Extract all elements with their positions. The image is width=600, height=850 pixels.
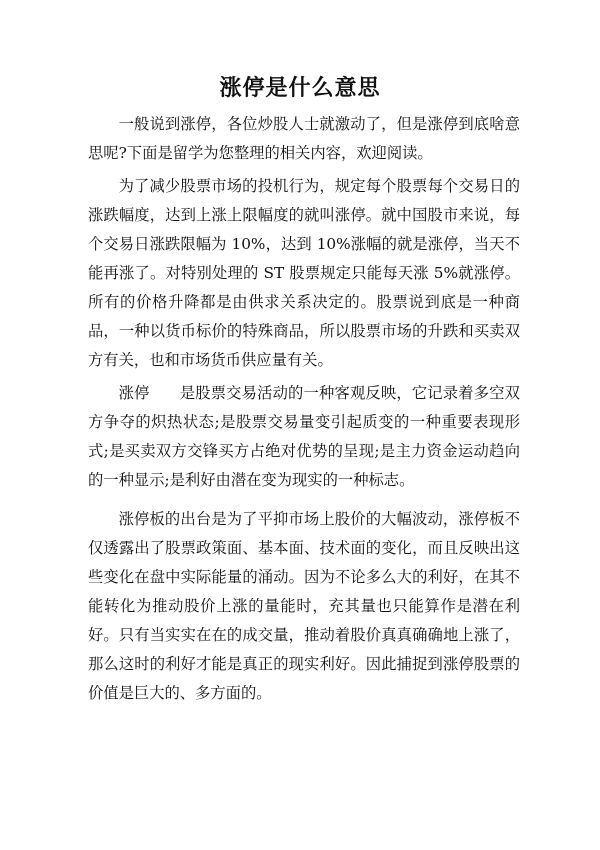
paragraph-intro: 一般说到涨停，各位炒股人士就激动了，但是涨停到底啥意思呢?下面是留学为您整理的相关内容，欢迎阅读。: [88, 115, 520, 162]
paragraph-significance-lead: 涨停: [118, 384, 150, 402]
paragraph-definition: 为了减少股票市场的投机行为，规定每个股票每个交易日的涨跌幅度，达到上涨上限幅度的就叫涨停。就中国股市来说，每个交易日涨跌限幅为 10%，达到 10%涨幅的就是涨停，当天不能再涨了。对特别处理的 ST 股票规定只能每天涨 5%就涨停。 所有的价格升降都是由供求关系决定的。股票说到底是一种商品，一种以货币标价的特殊商品，所以股票市场的升跌和买卖双方有关，也和市场货币供应量有关。: [88, 177, 520, 369]
document-body: [88, 110, 520, 712]
paragraph-significance: [88, 379, 520, 495]
page-title: 涨停是什么意思: [219, 76, 381, 101]
paragraph-limit-board: 涨停板的出台是为了平抑市场上股价的大幅波动，涨停板不仅透露出了股票政策面、基本面、技术面的变化，而且反映出这些变化在盘中实际能量的涌动。因为不论多么大的利好，在其不能转化为推动股价上涨的量能时，充其量也只能算作是潜在利好。只有当实实在在的成交量，推动着股价真真确确地上涨了，那么这时的利好才能是真正的现实利好。因此捕捉到涨停股票的价值是巨大的、多方面的。: [88, 510, 520, 702]
paragraph-significance-text: 是股票交易活动的一种客观反映，它记录着多空双方争夺的炽热状态;是股票交易量变引起质变的一种重要表现形式;是买卖双方交锋买方占绝对优势的呈现;是主力资金运动趋向的一种显示;是利好由潜在变为现实的一种标志。: [88, 384, 520, 489]
